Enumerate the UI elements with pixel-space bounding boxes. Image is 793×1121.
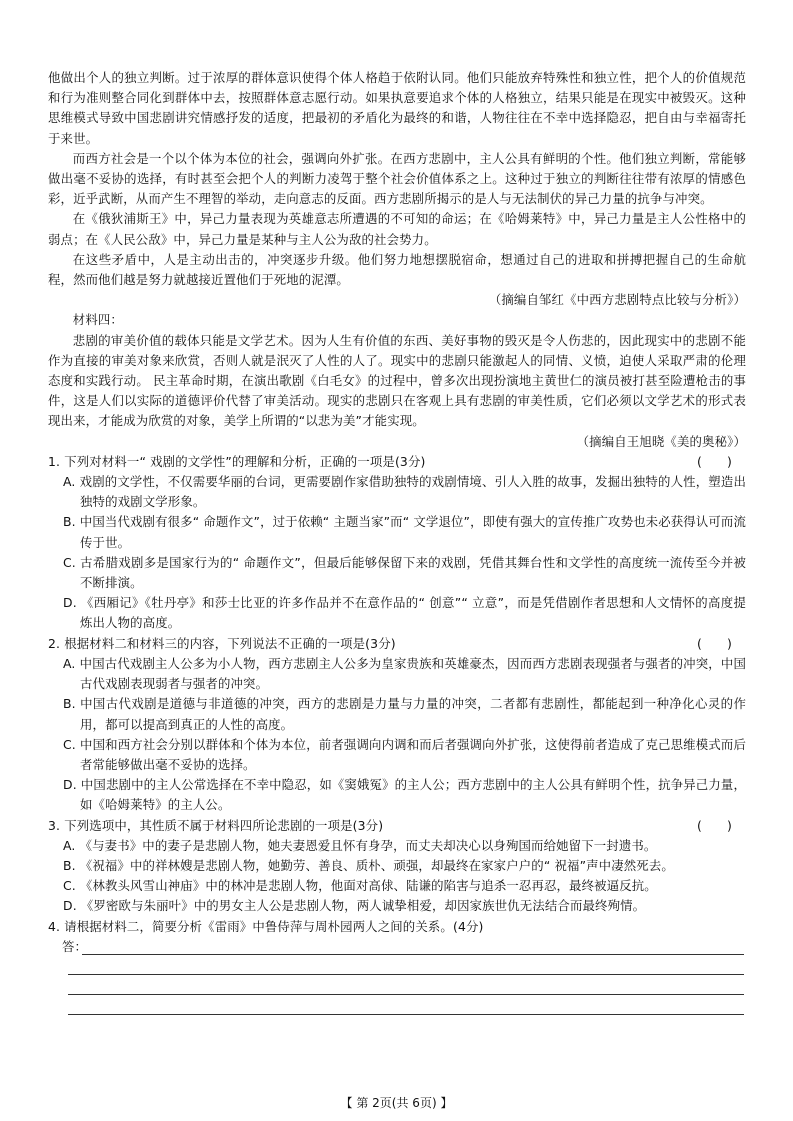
question-4: [48, 917, 746, 1023]
answer-label: 答：: [62, 938, 88, 954]
page-body: [48, 68, 746, 1023]
question-stem-text: 4. 请根据材料二，简要分析《雷雨》中鲁侍萍与周朴园两人之间的关系。(4分): [48, 918, 484, 934]
option-a: A. 戏剧的文学性，不仅需要华丽的台词，更需要剧作家借助独特的戏剧情境、引人入胜的故事，发掘出独特的人性，塑造出独特的戏剧文学形象。: [63, 474, 746, 510]
question-1: [48, 452, 746, 634]
option-b: B. 中国当代戏剧有很多“ 命题作文”，过于依赖“ 主题当家”而“ 文学退位”，即使有强大的宣传推广攻势也未必获得认可而流传于世。: [63, 514, 746, 550]
answer-parentheses[interactable]: ( ): [696, 453, 732, 469]
answer-line[interactable]: [68, 994, 744, 995]
material3-paragraph-2: 而西方社会是一个以个体为本位的社会，强调向外扩张。在西方悲剧中，主人公具有鲜明的个性。他们独立判断，常能够做出毫不妥协的选择，有时甚至会把个人的判断力凌驾于整个社会价值体系之上。这种过于独立的判断往往带有浓厚的情感色彩，近乎武断，从而产生不理智的举动，走向意志的反面。西方悲剧所揭示的是人与无法制伏的异己力量的抗争与冲突。: [48, 150, 746, 207]
material3-paragraph-3: 在《俄狄浦斯王》中，异己力量表现为英雄意志所遭遇的不可知的命运；在《哈姆莱特》中，异己力量是主人公性格中的弱点；在《人民公敌》中，异己力量是某种与主人公为敌的社会势力。: [48, 211, 746, 247]
question-stem-text: 3. 下列选项中，其性质不属于材料四所论悲剧的一项是(3分): [48, 817, 384, 833]
option-a: A. 《与妻书》中的妻子是悲剧人物，她夫妻恩爱且怀有身孕，而丈夫却决心以身殉国而给她留下一封遗书。: [63, 837, 657, 853]
material3-paragraph-4: 在这些矛盾中，人是主动出击的，冲突逐步升级。他们努力地想摆脱宿命，想通过自己的进取和拼搏把握自己的生命航程，然而他们越是努力就越接近置他们于死地的泥潭。: [48, 251, 746, 288]
page-footer: 【 第 2页(共 6页) 】: [340, 1096, 453, 1110]
question-stem-text: 1. 下列对材料一“ 戏剧的文学性”的理解和分析，正确的一项是(3分): [48, 453, 426, 469]
option-c: C. 古希腊戏剧多是国家行为的“ 命题作文”，但最后能够保留下来的戏剧，凭借其舞台性和文学性的高度统一流传至今并被不断排演。: [63, 554, 746, 591]
option-c: C. 中国和西方社会分别以群体和个体为本位，前者强调向内调和而后者强调向外扩张，这使得前者造成了克己思维模式而后者常能够做出毫不妥协的选择。: [63, 736, 746, 772]
question-2: [48, 634, 746, 816]
option-a: A. 中国古代戏剧主人公多为小人物，西方悲剧主人公多为皇家贵族和英雄豪杰，因而西方悲剧表现强者与强者的冲突，中国古代戏剧表现弱者与强者的冲突。: [63, 655, 746, 692]
question-stem: [48, 634, 746, 654]
answer-parentheses[interactable]: ( ): [696, 635, 732, 651]
answer-parentheses[interactable]: ( ): [696, 817, 732, 833]
material4-source: （摘编自王旭晓《美的奥秘》）: [576, 433, 746, 449]
answer-line[interactable]: [82, 954, 744, 955]
question-stem-text: 2. 根据材料二和材料三的内容，下列说法不正确的一项是(3分): [48, 635, 396, 651]
material4-label: 材料四：: [72, 312, 123, 328]
answer-area[interactable]: [48, 937, 746, 1023]
question-stem: [48, 917, 746, 937]
option-b: B. 中国古代戏剧是道德与非道德的冲突，西方的悲剧是力量与力量的冲突，二者都有悲剧性，都能起到一种净化心灵的作用，都可以提高到真正的人性的高度。: [63, 696, 746, 732]
material4-paragraph: 悲剧的审美价值的载体只能是文学艺术。因为人生有价值的东西、美好事物的毁灭是令人伤悲的，因此现实中的悲剧不能作为直接的审美对象来欣赏，否则人就是泯灭了人性的人了。现实中的悲剧只能激起人的同情、义愤，迫使人采取严肃的伦理态度和实践行动。 民主革命时期，在演出歌剧《白毛女》的过程中，曾多次出现扮演地主黄世仁的演员被打甚至险遭枪击的事件，这是人们以实际的道德评价代替了审美活动。现实的悲剧只在客观上具有悲剧的审美性质，它们必须以文学艺术的形式表现出来，才能成为欣赏的对象，美学上所谓的“以悲为美”才能实现。: [48, 332, 746, 429]
material3-paragraph-1: 他做出个人的独立判断。过于浓厚的群体意识使得个体人格趋于依附认同。他们只能放弃特殊性和独立性，把个人的价值规范和行为准则整合同化到群体中去，按照群体意志愿行动。如果执意要追求个体的人格独立，结果只能是在现实中被毁灭。这种思维模式导致中国悲剧讲究情感抒发的适度，把最初的矛盾化为最终的和谐，人物往往在不幸中选择隐忍，把自由与幸福寄托于来世。: [48, 70, 746, 146]
option-d: D. 中国悲剧中的主人公常选择在不幸中隐忍，如《窦娥冤》的主人公；西方悲剧中的主人公具有鲜明个性，抗争异己力量，如《哈姆莱特》的主人公。: [63, 777, 746, 813]
option-d: D. 《西厢记》《牡丹亭》和莎士比亚的许多作品并不在意作品的“ 创意”“ 立意”，而是凭借剧作者思想和人文情怀的高度提炼出人物的高度。: [63, 595, 746, 631]
question-stem: [48, 452, 746, 472]
option-b: B. 《祝福》中的祥林嫂是悲剧人物，她勤劳、善良、质朴、顽强，却最终在家家户户的“ 祝福”声中凄然死去。: [63, 857, 674, 873]
option-c: C. 《林教头风雪山神庙》中的林冲是悲剧人物，他面对高俅、陆谦的陷害与追杀一忍再忍，最终被逼反抗。: [63, 878, 657, 894]
answer-line[interactable]: [68, 1014, 744, 1015]
question-3: [48, 816, 746, 917]
option-d: D. 《罗密欧与朱丽叶》中的男女主人公是悲剧人物，两人诚挚相爱，却因家族世仇无法结合而最终殉情。: [63, 898, 646, 914]
question-stem: [48, 816, 746, 836]
answer-line[interactable]: [68, 974, 744, 975]
material3-source: （摘编自邹红《中西方悲剧特点比较与分析》）: [488, 292, 746, 308]
